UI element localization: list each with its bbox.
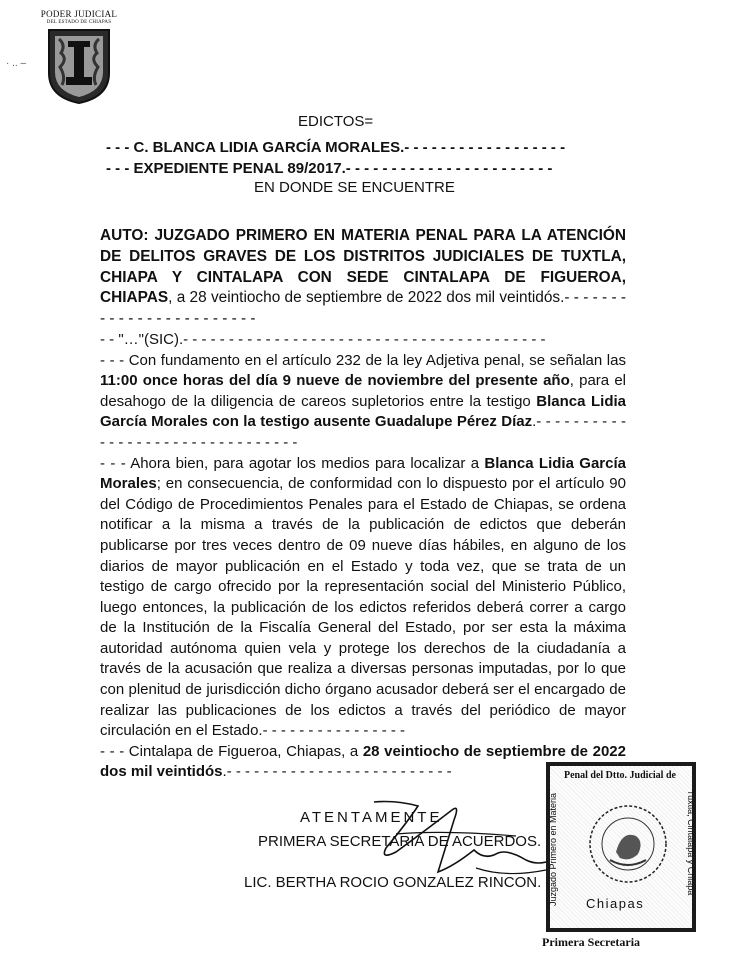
closing-date: 28 veintiocho de septiembre de 2022 dos mil veintidós [100, 742, 626, 781]
closing-text-2: .- - - - - - - - - - - - - - - - - - - - - - - - - [222, 763, 452, 781]
hearing-text-1: - - - Con fundamento en el artículo 232 de la ley Adjetiva penal, se señalan las [100, 351, 626, 369]
stamp-right-text: Tuxtla, Cintalapa y Chiapa [686, 790, 696, 896]
hearing-parties: Blanca Lidia García Morales con la testigo ausente Guadalupe Pérez Díaz [100, 392, 627, 431]
court-shield-icon [46, 27, 112, 105]
court-logo [38, 10, 120, 105]
sic-line: - - "…"(SIC).- - - - - - - - - - - - - - - - - - - - - - - - - - - - - - - - - - - - - - - - [100, 330, 546, 348]
edictos-heading: EDICTOS= [298, 113, 374, 130]
atentamente-label: ATENTAMENTE [300, 809, 443, 826]
signer-name: LIC. BERTHA ROCIO GONZALEZ RINCON. [244, 874, 542, 891]
stamp-left-text: Juzgado Primero en Materia [548, 792, 558, 906]
auto-date: , a 28 veintiocho de septiembre de 2022 dos mil veintidós.- - - - - - - - - - - - - - - - - - - - - - - - [100, 289, 626, 328]
notification-text-1: - - - Ahora bien, para agotar los medios para localizar a [100, 454, 485, 472]
logo-subtext: DEL ESTADO DE CHIAPAS [46, 20, 112, 25]
document-body [100, 226, 626, 783]
notification-witness: Blanca Lidia García Morales [100, 454, 626, 493]
hearing-paragraph [100, 351, 626, 454]
handwritten-signature-icon [356, 790, 566, 900]
notification-paragraph [100, 454, 626, 742]
expediente-line: - - - EXPEDIENTE PENAL 89/2017.- - - - - - - - - - - - - - - - - - - - - - - [106, 160, 553, 177]
recipient-name-line: - - - C. BLANCA LIDIA GARCÍA MORALES.- - - - - - - - - - - - - - - - - - [106, 139, 566, 156]
closing-text-1: - - - Cintalapa de Figueroa, Chiapas, a [100, 742, 363, 760]
stamp-footer-text: Primera Secretaria [542, 935, 641, 949]
stamp-bottom-text: Chiapas [586, 896, 645, 911]
location-line: EN DONDE SE ENCUENTRE [254, 179, 455, 196]
hearing-datetime: 11:00 once horas del día 9 nueve de noviembre del presente año [100, 372, 570, 390]
scan-mark: · .. – [6, 58, 27, 69]
mexico-seal-icon [586, 794, 670, 890]
auto-heading: AUTO: JUZGADO PRIMERO EN MATERIA PENAL PARA LA ATENCIÓN DE DELITOS GRAVES DE LOS DISTRITOS JUDICIALES DE TUXTLA, CHIAPA Y CINTALAPA CON SEDE CINTALAPA DE FIGUEROA, CHIAPAS [100, 227, 626, 307]
stamp-top-text: Penal del Dtto. Judicial de [564, 770, 676, 781]
signer-position: PRIMERA SECRETARIA DE ACUERDOS. [258, 833, 542, 850]
notification-text-2: ; en consecuencia, de conformidad con lo dispuesto por el artículo 90 del Código de Procedimientos Penales para el Estado de Chiapas, se ordena notificar a la misma a través de la publicación de edictos que deberán publicarse por tres veces dentro de 09 nueve días hábiles, en alguno de los diarios de mayor publicación en el Estado y toda vez, que se trata de un testigo de cargo ofrecido por la representación social del Ministerio Público, luego entonces, la publicación de los edictos referidos deberá correr a cargo de la Institución de la Fiscalía General del Estado, por ser esta la máxima autoridad autónoma quien vela y protege los derechos de la ciudadanía a través de la acusación que realiza a diversas personas imputadas, por lo que con plenitud de jurisdicción dicho órgano acusador deberá ser el encargado de realizar las publicaciones de los edictos a través del periódico de mayor circulación en el Estado.- - - - - - - - - - - - - - - - [100, 475, 626, 740]
auto-paragraph [100, 226, 626, 330]
hearing-text-3: .- - - - - - - - - - - - - - - - - - - - - - - - - - - - - - - - [100, 413, 626, 451]
logo-text: PODER JUDICIAL [40, 9, 118, 19]
court-stamp [546, 762, 696, 932]
hearing-text-2: , para el desahogo de la diligencia de careos supletorios entre la testigo [100, 372, 626, 410]
